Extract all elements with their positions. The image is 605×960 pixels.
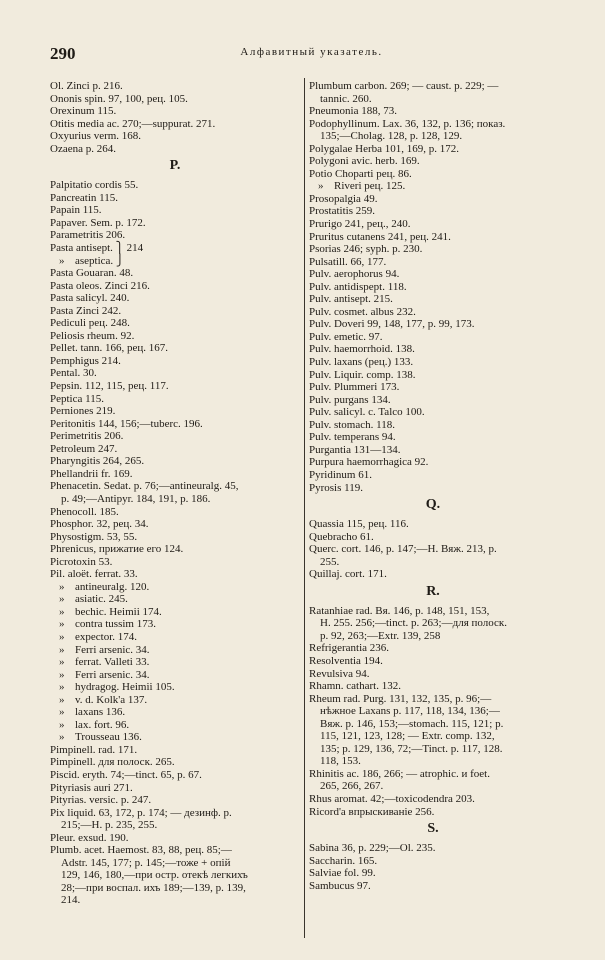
section-letter: R. bbox=[426, 583, 440, 599]
index-subentry: » expector. 174. bbox=[50, 631, 300, 644]
index-entry: Piscid. eryth. 74;—tinct. 65, p. 67. bbox=[50, 768, 202, 781]
index-entry: Pulsatill. 66, 177. bbox=[309, 255, 387, 268]
index-entry: Phenacetin. Sedat. p. 76;—antineuralg. 45, bbox=[50, 480, 239, 493]
index-entry: Pityrias. versic. p. 247. bbox=[50, 794, 152, 807]
index-subentry: » aseptica. ⎭ bbox=[50, 255, 300, 268]
index-entry-continuation: 118, 153. bbox=[320, 755, 361, 768]
index-entry-continuation: p. 49;—Antipyr. 184, 191, p. 186. bbox=[61, 492, 211, 505]
index-entry-continuation: Adstr. 145, 177; p. 145;—тоже + опій bbox=[61, 856, 231, 869]
index-entry: Rhus aromat. 42;—toxicodendra 203. bbox=[309, 792, 475, 805]
index-entry-continuation: p. 92, 263;—Extr. 139, 258 bbox=[320, 629, 441, 642]
index-entry: Ononis spin. 97, 100, рец. 105. bbox=[50, 92, 188, 105]
index-subentry: » contra tussim 173. bbox=[50, 618, 300, 631]
index-entry: Prostatitis 259. bbox=[309, 205, 376, 218]
index-column-right bbox=[309, 80, 557, 892]
index-subentry: » asiatic. 245. bbox=[50, 593, 300, 606]
index-entry-continuation: 215;—H. p. 235, 255. bbox=[61, 819, 158, 832]
page-header bbox=[46, 44, 577, 66]
index-entry: Querc. cort. 146, p. 147;—H. Вяж. 213, p. bbox=[309, 543, 497, 556]
index-entry: Podophyllinum. Lax. 36, 132, p. 136; показ. bbox=[309, 117, 506, 130]
index-entry: Plumb. acet. Haemost. 83, 88, рец. 85;— bbox=[50, 844, 232, 857]
index-subentry: » laxans 136. bbox=[50, 706, 300, 719]
index-entry: Peptica 115. bbox=[50, 392, 104, 405]
index-entry: Pharyngitis 264, 265. bbox=[50, 455, 145, 468]
index-entry: Picrotoxin 53. bbox=[50, 555, 113, 568]
index-entry-continuation: 115, 121, 123, 128; — Extr. comp. 132, bbox=[320, 730, 495, 743]
index-entry: Quebracho 61. bbox=[309, 530, 374, 543]
index-entry: Peliosis rheum. 92. bbox=[50, 329, 135, 342]
index-subentry: » Ferri arsenic. 34. bbox=[50, 644, 300, 657]
index-entry: Ol. Zinci p. 216. bbox=[50, 80, 123, 92]
index-entry: Pental. 30. bbox=[50, 367, 97, 380]
index-entry: Phosphor. 32, рец. 34. bbox=[50, 518, 149, 531]
index-entry: Psorias 246; syph. p. 230. bbox=[309, 243, 423, 256]
index-entry: Plumbum carbon. 269; — caust. p. 229; — bbox=[309, 80, 499, 92]
index-entry: Pepsin. 112, 115, рец. 117. bbox=[50, 380, 169, 393]
index-subentry: » lax. fort. 96. bbox=[50, 719, 300, 732]
index-entry: Ozaena p. 264. bbox=[50, 142, 116, 155]
index-entry: Pasta salicyl. 240. bbox=[50, 292, 130, 305]
index-entry: Pulv. Plummeri 173. bbox=[309, 381, 400, 394]
index-entry: Pasta Gouaran. 48. bbox=[50, 267, 134, 280]
index-entry: Ricord'а впрыскиваніе 256. bbox=[309, 805, 435, 818]
index-entry-continuation: 265, 266, 267. bbox=[320, 780, 384, 793]
index-entry: Physostigm. 53, 55. bbox=[50, 530, 138, 543]
index-entry: Potio Choparti рец. 86. bbox=[309, 167, 412, 180]
index-entry: Pancreatin 115. bbox=[50, 191, 119, 204]
index-entry: Purpura haemorrhagica 92. bbox=[309, 456, 429, 469]
index-entry: Pellet. tann. 166, рец. 167. bbox=[50, 342, 169, 355]
index-entry: Petroleum 247. bbox=[50, 442, 118, 455]
index-entry: Purgantia 131—134. bbox=[309, 443, 401, 456]
index-entry: Pruritus cutanens 241, рец. 241. bbox=[309, 230, 451, 243]
index-entry: Pulv. stomach. 118. bbox=[309, 418, 395, 431]
index-entry: Saccharin. 165. bbox=[309, 854, 378, 867]
index-entry: Prosopalgia 49. bbox=[309, 192, 378, 205]
index-entry: Pulv. Liquir. comp. 138. bbox=[309, 368, 416, 381]
index-entry: Ratanhiae rad. Вя. 146, p. 148, 151, 153, bbox=[309, 604, 490, 617]
index-subentry: » hydragog. Heimii 105. bbox=[50, 681, 300, 694]
index-entry: Palpitatio cordis 55. bbox=[50, 179, 139, 192]
section-letter: S. bbox=[427, 821, 439, 837]
index-entry: Pulv. antisept. 215. bbox=[309, 293, 393, 306]
index-entry: Quillaj. cort. 171. bbox=[309, 568, 387, 581]
index-entry: Otitis media ac. 270;—suppurat. 271. bbox=[50, 117, 216, 130]
index-entry: Refrigerantia 236. bbox=[309, 642, 390, 655]
index-entry: Papain 115. bbox=[50, 204, 102, 217]
index-entry-continuation: 129, 146, 180,—при остр. отекѣ легкихъ bbox=[61, 869, 248, 882]
index-entry: Oxyurius verm. 168. bbox=[50, 130, 142, 143]
section-letter: P. bbox=[169, 158, 181, 174]
index-entry: Pimpinell. для полоск. 265. bbox=[50, 756, 175, 769]
index-entry: Salviae fol. 99. bbox=[309, 867, 376, 880]
index-entry: Orexinum 115. bbox=[50, 105, 117, 118]
index-entry-continuation: 135;—Cholag. 128, p. 128, 129. bbox=[320, 130, 463, 143]
index-entry: Polygoni avic. herb. 169. bbox=[309, 155, 420, 168]
index-entry: Resolventia 194. bbox=[309, 654, 383, 667]
index-entry: Pleur. exsud. 190. bbox=[50, 831, 129, 844]
section-letter: Q. bbox=[425, 497, 441, 513]
index-entry-continuation: H. 255. 256;—tinct. p. 263;—для полоск. bbox=[320, 617, 507, 630]
index-entry: Pulv. laxans (рец.) 133. bbox=[309, 356, 414, 369]
index-entry: Pulv. Doveri 99, 148, 177, p. 99, 173. bbox=[309, 318, 475, 331]
index-entry: Pulv. antidispept. 118. bbox=[309, 280, 407, 293]
index-entry: Pil. aloët. ferrat. 33. bbox=[50, 568, 138, 581]
index-entry: Pix liquid. 63, 172, p. 174; — дезинф. p. bbox=[50, 806, 232, 819]
index-entry: Papaver. Sem. p. 172. bbox=[50, 216, 146, 229]
index-entry: Prurigo 241, рец., 240. bbox=[309, 218, 411, 231]
index-entry: Pulv. emetic. 97. bbox=[309, 330, 383, 343]
index-subentry: » ferrat. Valleti 33. bbox=[50, 656, 300, 669]
column-divider bbox=[304, 78, 305, 938]
index-column-left bbox=[50, 80, 300, 907]
index-entry: Pasta antisept. ⎫ 214 bbox=[50, 242, 144, 255]
index-entry: Pasta Zinci 242. bbox=[50, 304, 122, 317]
index-entry: Phenocoll. 185. bbox=[50, 505, 119, 518]
index-entry-continuation: нѣжное Laxans p. 117, 118, 134, 136;— bbox=[320, 705, 500, 718]
index-entry: Peritonitis 144, 156;—tuberc. 196. bbox=[50, 417, 203, 430]
index-entry-continuation: 28;—при воспал. ихъ 189;—139, p. 139, bbox=[61, 881, 246, 894]
index-subentry: » Trousseau 136. bbox=[50, 731, 300, 744]
index-entry-continuation: 135; p. 129, 136, 72;—Tinct. p. 117, 128. bbox=[320, 742, 503, 755]
index-entry: Sambucus 97. bbox=[309, 879, 371, 892]
index-entry: Sabina 36, p. 229;—Ol. 235. bbox=[309, 842, 436, 855]
index-entry-continuation: Вяж. p. 146, 153;—stomach. 115, 121; p. bbox=[320, 717, 504, 730]
index-subentry: » bechic. Heimii 174. bbox=[50, 606, 300, 619]
index-entry-continuation: 214. bbox=[61, 894, 81, 907]
index-entry: Pulv. cosmet. albus 232. bbox=[309, 305, 416, 318]
index-entry: Revulsiva 94. bbox=[309, 667, 370, 680]
index-subentry: » v. d. Kolk'a 137. bbox=[50, 694, 300, 707]
index-entry: Perniones 219. bbox=[50, 405, 116, 418]
index-entry: Pimpinell. rad. 171. bbox=[50, 743, 138, 756]
index-entry: Parametritis 206. bbox=[50, 229, 126, 242]
index-entry: Rhamn. cathart. 132. bbox=[309, 680, 401, 693]
index-entry: Quassia 115, рец. 116. bbox=[309, 518, 409, 531]
index-entry: Rheum rad. Purg. 131, 132, 135, p. 96;— bbox=[309, 692, 492, 705]
index-entry: Pyridinum 61. bbox=[309, 468, 372, 481]
index-entry: Pulv. aerophorus 94. bbox=[309, 268, 400, 281]
index-entry: Pityriasis auri 271. bbox=[50, 781, 133, 794]
index-entry: Pulv. salicyl. c. Talco 100. bbox=[309, 406, 425, 419]
index-entry: Pulv. purgans 134. bbox=[309, 393, 391, 406]
index-entry: Perimetritis 206. bbox=[50, 430, 124, 443]
index-entry-continuation: 255. bbox=[320, 555, 340, 568]
index-entry: Pneumonia 188, 73. bbox=[309, 105, 397, 118]
index-subentry: » Riveri рец. 125. bbox=[309, 180, 557, 193]
index-entry: Rhinitis ac. 186, 266; — atrophic. и foet. bbox=[309, 767, 490, 780]
index-entry: Pulv. temperans 94. bbox=[309, 431, 396, 444]
index-entry: Pemphigus 214. bbox=[50, 354, 121, 367]
index-entry: Phellandrii fr. 169. bbox=[50, 467, 133, 480]
index-entry: Pulv. haemorrhoid. 138. bbox=[309, 343, 415, 356]
index-entry: Pasta oleos. Zinci 216. bbox=[50, 279, 150, 292]
index-entry: Pediculi рец. 248. bbox=[50, 317, 130, 330]
index-subentry: » Ferri arsenic. 34. bbox=[50, 669, 300, 682]
index-entry-continuation: tannic. 260. bbox=[320, 92, 372, 105]
index-entry: Phrenicus, прижатие его 124. bbox=[50, 543, 184, 556]
running-title: Алфавитный указатель. bbox=[240, 46, 383, 58]
index-entry: Pyrosis 119. bbox=[309, 481, 363, 494]
index-subentry: » antineuralg. 120. bbox=[50, 581, 300, 594]
index-entry: Polygalae Herba 101, 169, p. 172. bbox=[309, 142, 459, 155]
page-number: 290 bbox=[50, 44, 76, 63]
